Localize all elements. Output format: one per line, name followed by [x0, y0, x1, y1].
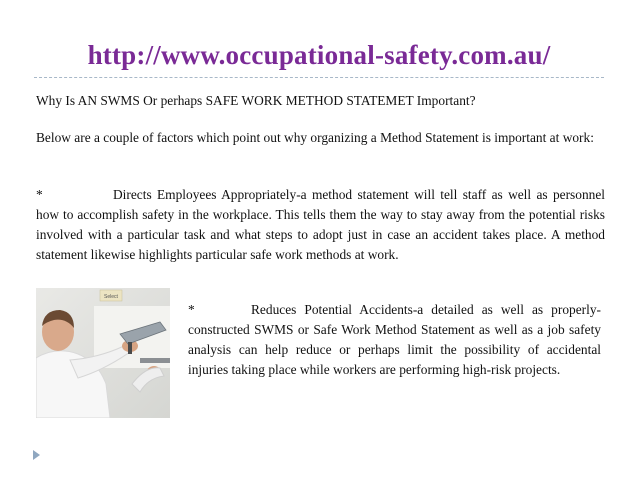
intro-paragraph: Below are a couple of factors which point out why organizing a Method Statement is important at work:: [36, 130, 594, 145]
point-text: Reduces Potential Accidents-a detailed as well as properly-constructed SWMS or Safe Work Method Statement as well as a job safety analysis can help reduce or perhaps limit the possibility of accidental injuries taking place while workers are performing high-risk projects.: [188, 302, 601, 377]
triangle-bullet-icon: [33, 450, 40, 460]
title-divider: [34, 77, 604, 78]
point-directs-employees: [36, 185, 605, 265]
worker-plastering-image: [36, 288, 170, 418]
point-marker: *: [188, 302, 195, 317]
question-paragraph: Why Is AN SWMS Or perhaps SAFE WORK METHOD STATEMET Important?: [36, 93, 476, 108]
worker-photo: [36, 288, 170, 418]
point-text: Directs Employees Appropriately-a method statement will tell staff as well as personnel how to accomplish safety in the workplace. This tells them the way to stay away from the potential risks involved with a particular task and what steps to adopt just in case an accident takes place. A method statement likewise highlights particular safe work methods at work.: [36, 187, 605, 262]
wall-label: Select: [104, 294, 118, 300]
slide-title-link[interactable]: http://www.occupational-safety.com.au/: [87, 40, 551, 70]
point-marker: *: [36, 187, 43, 202]
point-reduces-accidents: [188, 300, 601, 380]
